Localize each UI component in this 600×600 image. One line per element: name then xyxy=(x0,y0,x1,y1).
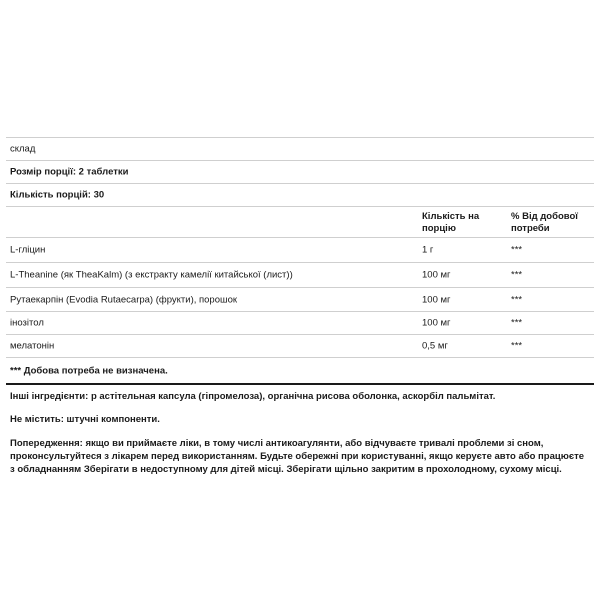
nutrient-row xyxy=(6,335,594,357)
nutrient-row xyxy=(6,263,594,287)
nutrient-amount: 100 мг xyxy=(422,269,451,281)
nutrient-daily-value: *** xyxy=(511,269,523,281)
panel-title-row xyxy=(6,138,594,160)
warning-text: Попередження: якщо ви приймаєте ліки, в тому числі антикоагулянти, або відчуваєте тривалі проблеми зі сном, проконсультуйтеся з лікарем перед використанням. Будьте обережні при користуванні, якщо керуєте авто або працюєте з обладнанням Зберігати в недоступному для дітей місці. Зберігати щільно закритим в прохолодному, сухому місці. xyxy=(10,438,585,475)
nutrient-amount: 1 г xyxy=(422,244,434,256)
nutrient-row xyxy=(6,312,594,334)
divider xyxy=(6,383,594,385)
nutrient-row xyxy=(6,238,594,262)
supplement-facts-panel xyxy=(6,137,594,476)
nutrient-daily-value: *** xyxy=(511,294,523,305)
nutrient-name: L-гліцин xyxy=(10,244,46,256)
nutrient-daily-value: *** xyxy=(511,244,523,256)
nutrient-daily-value: *** xyxy=(511,317,523,329)
nutrient-name: Рутаекарпін (Evodia Rutaecarpa) (фрукти), порошок xyxy=(10,294,238,305)
nutrient-amount: 0,5 мг xyxy=(422,340,448,352)
other-ingredients: Інші інгредієнти: р астітельная капсула (гіпромелоза), органічна рисова оболонка, аскорбіл пальмітат. xyxy=(10,391,496,402)
nutrient-amount: 100 мг xyxy=(422,317,451,329)
serving-size-row xyxy=(6,161,594,183)
not-contains: Не містить: штучні компоненти. xyxy=(10,414,160,425)
daily-value-footnote: *** Добова потреба не визначена. xyxy=(10,365,168,376)
nutrient-amount: 100 мг xyxy=(422,294,451,305)
nutrient-daily-value: *** xyxy=(511,340,523,352)
servings-count-row xyxy=(6,184,594,206)
nutrient-name: інозітол xyxy=(10,317,44,329)
column-header-row xyxy=(6,207,594,237)
footnote-row xyxy=(6,358,594,383)
column-header-daily-value: % Від добової потреби xyxy=(511,211,578,234)
servings-count: Кількість порцій: 30 xyxy=(10,189,105,201)
serving-size: Розмір порції: 2 таблетки xyxy=(10,166,129,178)
nutrient-name: мелатонін xyxy=(10,340,55,352)
panel-title: склад xyxy=(10,143,36,155)
nutrient-row xyxy=(6,288,594,311)
nutrient-name: L-Theanine (як TheaKalm) (з екстракту камелії китайської (лист)) xyxy=(10,269,293,281)
column-header-amount: Кількість на порцію xyxy=(422,211,480,234)
